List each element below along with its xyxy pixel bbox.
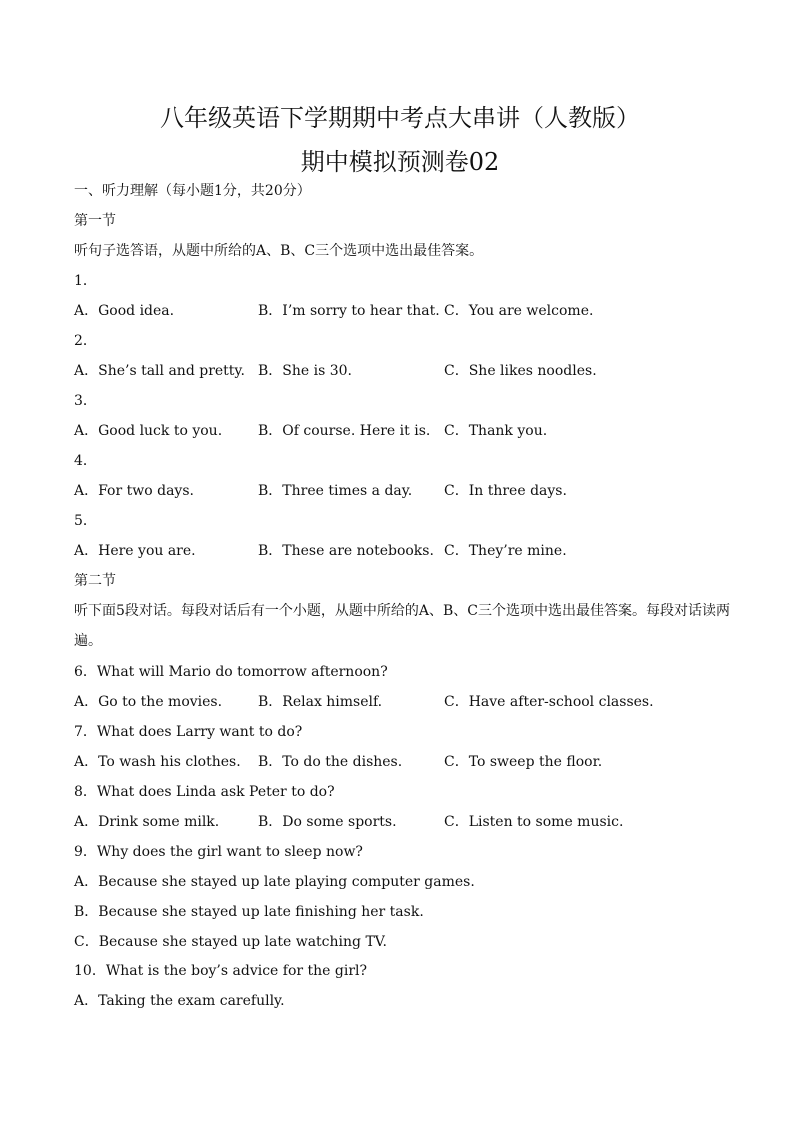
option-a: A．To wash his clothes.: [74, 754, 241, 770]
option-b: B．Do some sports.: [258, 814, 397, 830]
option-b: B．Relax himself.: [258, 694, 383, 710]
question-number: 2．: [74, 333, 97, 349]
option-a: A．For two days.: [74, 483, 194, 499]
option-c: C．To sweep the floor.: [444, 754, 603, 770]
question-text: 8．What does Linda ask Peter to do?: [74, 784, 335, 800]
option-a: A．Good luck to you.: [74, 423, 223, 439]
option-a: A．Taking the exam carefully.: [74, 993, 285, 1009]
option-a: A．Here you are.: [74, 543, 196, 559]
page-subtitle: 期中模拟预测卷02: [300, 148, 500, 176]
option-c: C．They’re mine.: [444, 543, 567, 559]
question-number: 5．: [74, 513, 97, 529]
question-text: 10．What is the boy’s advice for the girl?: [74, 963, 368, 979]
option-a: A．Because she stayed up late playing computer games.: [74, 874, 475, 890]
page-title: 八年级英语下学期期中考点大串讲（人教版）: [160, 104, 640, 132]
option-a: A．Good idea.: [74, 303, 175, 319]
option-c: C．Have after-school classes.: [444, 694, 654, 710]
option-b: B．She is 30.: [258, 363, 353, 379]
option-b: B．Three times a day.: [258, 483, 413, 499]
option-a: A．Drink some milk.: [74, 814, 220, 830]
question-text: 9．Why does the girl want to sleep now?: [74, 844, 363, 860]
question-number: 1．: [74, 273, 97, 289]
part2-label: 第二节: [74, 573, 116, 589]
question-text: 6．What will Mario do tomorrow afternoon?: [74, 664, 388, 680]
option-a: A．She’s tall and pretty.: [74, 363, 245, 379]
question-number: 3．: [74, 393, 97, 409]
question-number: 4．: [74, 453, 97, 469]
option-c: C．She likes noodles.: [444, 363, 597, 379]
part1-label: 第一节: [74, 213, 116, 229]
option-c: C．Listen to some music.: [444, 814, 624, 830]
option-c: C．In three days.: [444, 483, 567, 499]
option-b: B．Because she stayed up late finishing her task.: [74, 904, 424, 920]
option-c: C．You are welcome.: [444, 303, 594, 319]
option-b: B．I’m sorry to hear that.: [258, 303, 440, 319]
option-c: C．Thank you.: [444, 423, 548, 439]
section-heading: 一、听力理解（每小题1分，共20分）: [74, 183, 311, 199]
option-c: C．Because she stayed up late watching TV.: [74, 934, 387, 950]
part1-instructions: 听句子选答语，从题中所给的A、B、C三个选项中选出最佳答案。: [74, 243, 484, 259]
option-b: B．To do the dishes.: [258, 754, 403, 770]
part2-instructions: 听下面5段对话。每段对话后有一个小题，从题中所给的A、B、C三个选项中选出最佳答案。每段对话读两遍。: [74, 603, 731, 649]
option-b: B．These are notebooks.: [258, 543, 434, 559]
question-text: 7．What does Larry want to do?: [74, 724, 303, 740]
option-a: A．Go to the movies.: [74, 694, 223, 710]
option-b: B．Of course. Here it is.: [258, 423, 431, 439]
